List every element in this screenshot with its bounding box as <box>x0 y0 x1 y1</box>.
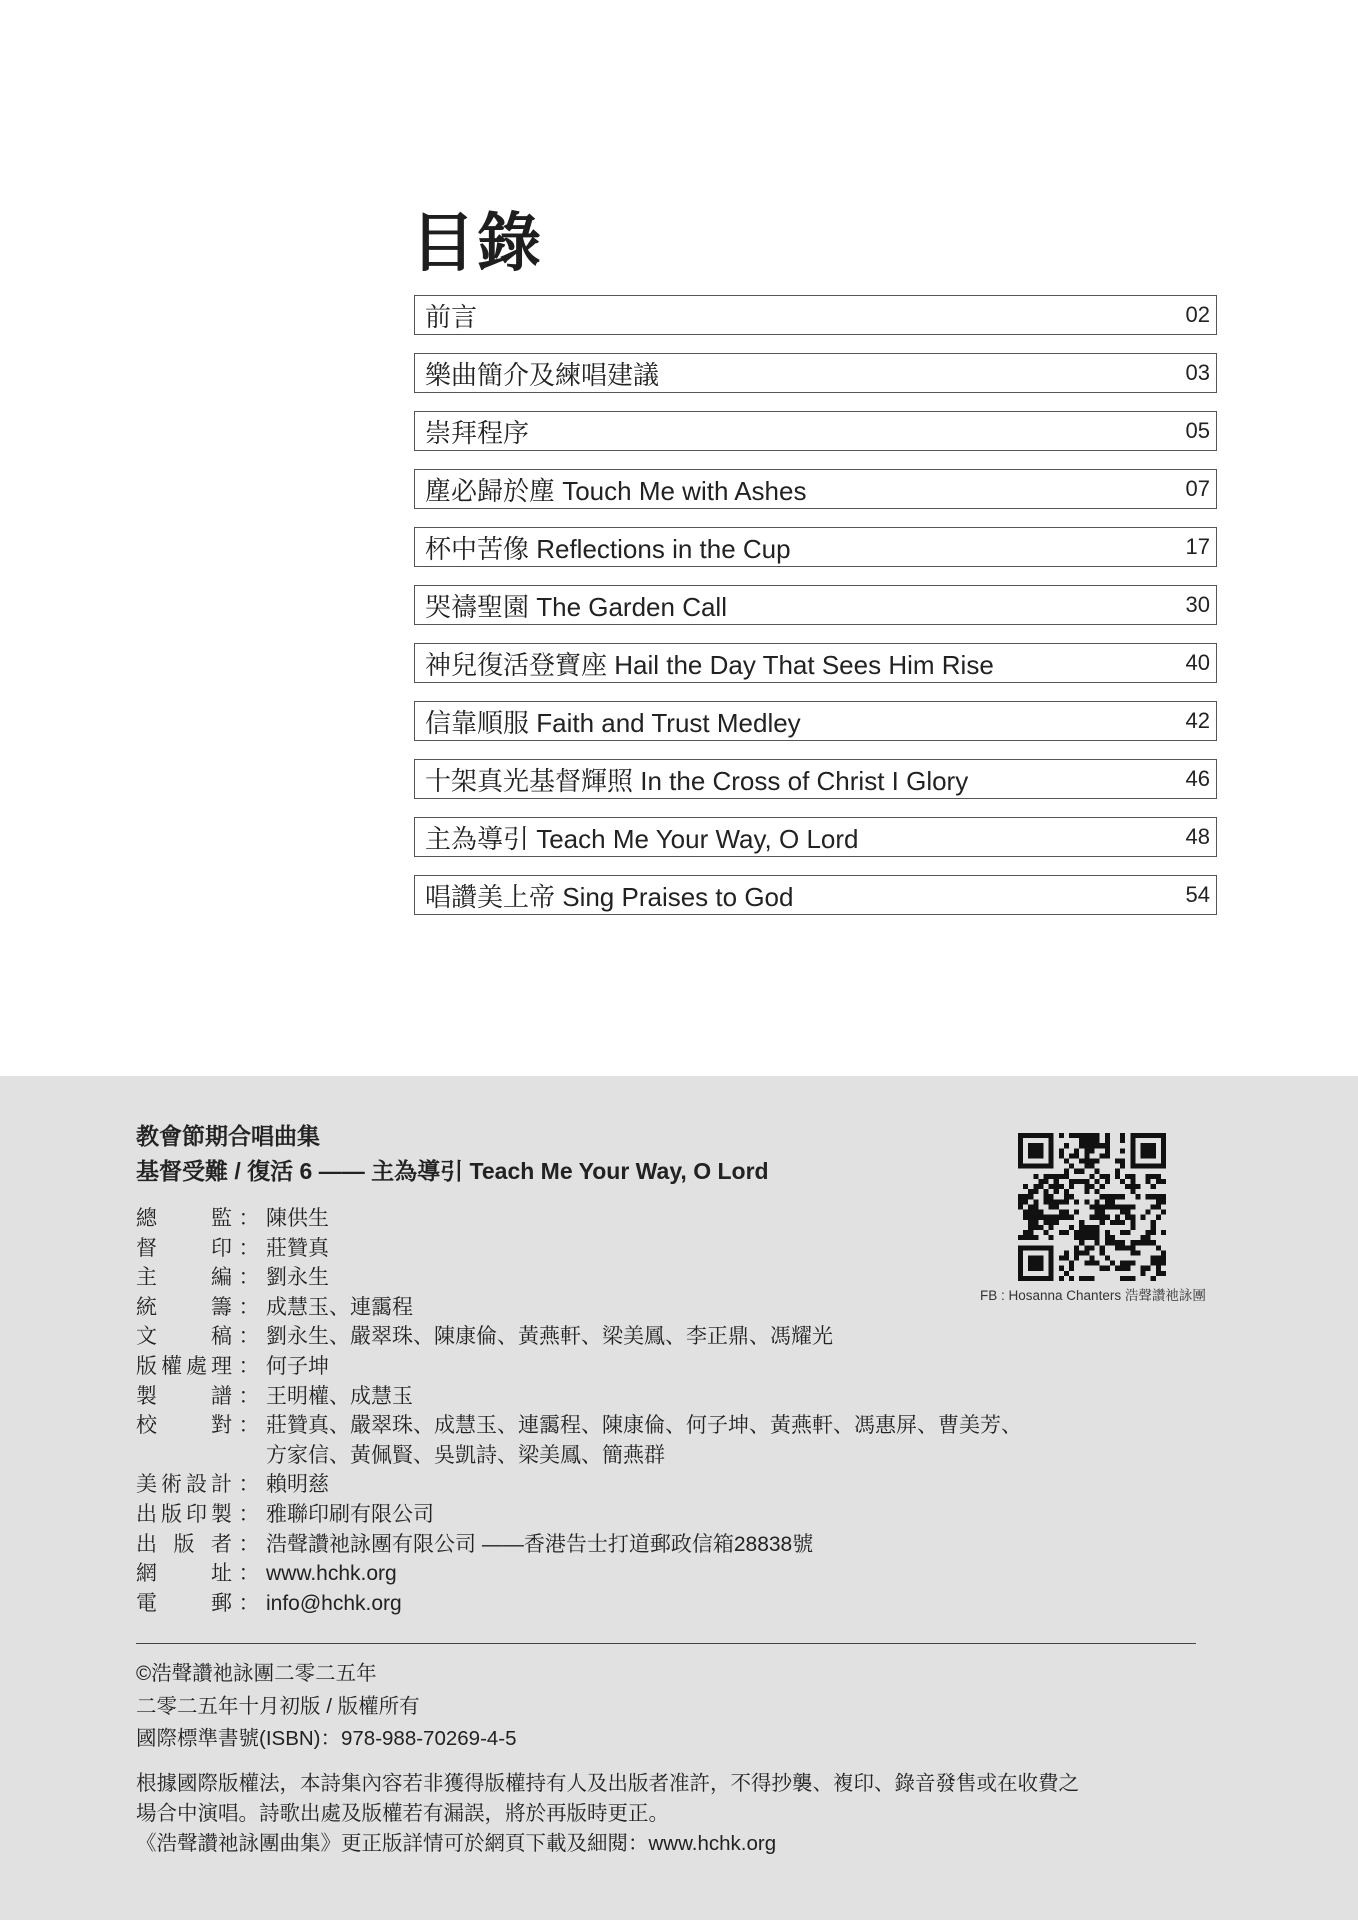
credit-separator: ： <box>238 1266 260 1290</box>
toc-entry-label: 信靠順服 Faith and Trust Medley <box>425 707 801 738</box>
toc-entry-label: 神兒復活登寶座 Hail the Day That Sees Him Rise <box>425 649 994 680</box>
toc-entry[interactable] <box>414 643 1217 683</box>
credit-separator: ： <box>238 1414 260 1438</box>
credit-row <box>136 1500 1022 1530</box>
credit-value: 成慧玉、連靄程 <box>266 1295 413 1319</box>
credit-value: 莊贊真 <box>266 1236 329 1260</box>
credit-role: 總 監 <box>136 1207 232 1230</box>
credit-role: 網 址 <box>136 1562 232 1586</box>
credit-row <box>136 1234 1022 1264</box>
credit-value: 何子坤 <box>266 1354 329 1378</box>
legal-line: 根據國際版權法，本詩集內容若非獲得版權持有人及出版者准許，不得抄襲、複印、錄音發售或在收費之 <box>136 1772 1079 1795</box>
credit-role: 文 稿 <box>136 1325 232 1349</box>
credit-role: 版 權 處 理 <box>136 1354 232 1378</box>
credit-role: 出 版 印 製 <box>136 1502 232 1526</box>
credit-separator: ： <box>238 1473 260 1497</box>
colophon-panel <box>0 1076 1358 1920</box>
credit-role: 校 對 <box>136 1414 232 1438</box>
toc-page-number: 40 <box>1185 650 1210 675</box>
toc-page-number: 03 <box>1185 360 1210 385</box>
toc-entry-label: 主為導引 Teach Me Your Way, O Lord <box>425 823 859 854</box>
credit-value: www.hchk.org <box>266 1562 397 1586</box>
credit-row <box>136 1411 1022 1470</box>
credit-separator: ： <box>238 1325 260 1349</box>
credit-row <box>136 1530 1022 1560</box>
toc-entry[interactable] <box>414 759 1217 799</box>
credit-separator: ： <box>238 1532 260 1556</box>
divider <box>136 1643 1196 1644</box>
credit-role: 電 郵 <box>136 1591 232 1615</box>
toc-page-number: 48 <box>1185 824 1210 849</box>
credit-value: 雅聯印刷有限公司 <box>266 1502 434 1526</box>
credit-separator: ： <box>238 1591 260 1615</box>
credit-row <box>136 1589 1022 1619</box>
copyright-line: ©浩聲讚祂詠團二零二五年 <box>136 1662 377 1685</box>
toc-title: 目錄 <box>411 207 543 279</box>
credit-value: 莊贊真、嚴翠珠、成慧玉、連靄程、陳康倫、何子坤、黃燕軒、馮惠屏、曹美芳、 方家信、黃佩賢、吳凱詩、梁美鳳、簡燕群 <box>266 1414 1022 1467</box>
credit-value: 賴明慈 <box>266 1473 329 1497</box>
credit-value: 王明權、成慧玉 <box>266 1384 413 1408</box>
credit-value: 浩聲讚祂詠團有限公司 ——香港告士打道郵政信箱28838號 <box>266 1532 814 1556</box>
credit-value: info@hchk.org <box>266 1591 402 1615</box>
toc-entry-label: 前言 <box>425 301 478 332</box>
toc-entry[interactable] <box>414 875 1217 915</box>
credit-row <box>136 1322 1022 1352</box>
toc-entry[interactable] <box>414 701 1217 741</box>
toc-entry[interactable] <box>414 295 1217 335</box>
credit-role: 主 編 <box>136 1266 232 1290</box>
isbn-line: 國際標準書號(ISBN)：978-988-70269-4-5 <box>136 1727 517 1750</box>
toc-entry[interactable] <box>414 585 1217 625</box>
toc-entry-label: 哭禱聖園 The Garden Call <box>425 591 727 622</box>
credit-role: 美 術 設 計 <box>136 1473 232 1497</box>
credit-row <box>136 1559 1022 1589</box>
qr-caption: FB : Hosanna Chanters 浩聲讚祂詠團 <box>980 1288 1206 1303</box>
qr-code-icon[interactable] <box>1018 1133 1166 1281</box>
credit-row <box>136 1382 1022 1412</box>
credit-row <box>136 1470 1022 1500</box>
toc-entry[interactable] <box>414 817 1217 857</box>
credit-separator: ： <box>238 1207 260 1230</box>
toc-list <box>414 295 1217 933</box>
copyright-block <box>136 1658 517 1756</box>
toc-page-number: 02 <box>1185 302 1210 327</box>
credit-value: 劉永生 <box>266 1266 329 1290</box>
toc-entry[interactable] <box>414 411 1217 451</box>
legal-line: 《浩聲讚祂詠團曲集》更正版詳情可於網頁下載及細閱：www.hchk.org <box>136 1832 777 1855</box>
credits-list <box>136 1204 1022 1618</box>
toc-entry-label: 崇拜程序 <box>425 417 530 448</box>
toc-entry-label: 塵必歸於塵 Touch Me with Ashes <box>425 475 807 506</box>
edition-line: 二零二五年十月初版 / 版權所有 <box>136 1694 420 1718</box>
credit-row <box>136 1352 1022 1382</box>
legal-line: 場合中演唱。詩歌出處及版權若有漏誤，將於再版時更正。 <box>136 1802 669 1825</box>
credit-role: 督 印 <box>136 1236 232 1260</box>
credit-value: 陳供生 <box>266 1207 329 1230</box>
credit-role: 製 譜 <box>136 1384 232 1408</box>
toc-page-number: 54 <box>1185 882 1210 907</box>
credit-separator: ： <box>238 1354 260 1378</box>
toc-page-number: 30 <box>1185 592 1210 617</box>
credit-separator: ： <box>238 1236 260 1260</box>
credit-role: 出 版 者 <box>136 1532 232 1556</box>
series-title: 教會節期合唱曲集 <box>136 1123 320 1149</box>
toc-entry-label: 杯中苦像 Reflections in the Cup <box>425 533 791 564</box>
toc-page-number: 17 <box>1185 534 1210 559</box>
toc-page-number: 05 <box>1185 418 1210 443</box>
legal-notice <box>136 1769 1079 1859</box>
credit-value: 劉永生、嚴翠珠、陳康倫、黃燕軒、梁美鳳、李正鼎、馮耀光 <box>266 1325 833 1349</box>
credit-row <box>136 1293 1022 1323</box>
toc-entry-label: 唱讚美上帝 Sing Praises to God <box>425 881 794 912</box>
credit-separator: ： <box>238 1502 260 1526</box>
toc-page-number: 07 <box>1185 476 1210 501</box>
toc-entry[interactable] <box>414 353 1217 393</box>
credit-separator: ： <box>238 1384 260 1408</box>
toc-entry[interactable] <box>414 469 1217 509</box>
credit-separator: ： <box>238 1562 260 1586</box>
toc-page-number: 42 <box>1185 708 1210 733</box>
toc-page-number: 46 <box>1185 766 1210 791</box>
credit-role: 統 籌 <box>136 1295 232 1319</box>
toc-entry[interactable] <box>414 527 1217 567</box>
credit-row <box>136 1263 1022 1293</box>
credit-separator: ： <box>238 1295 260 1319</box>
credit-row <box>136 1204 1022 1234</box>
toc-entry-label: 十架真光基督輝照 In the Cross of Christ I Glory <box>425 765 969 796</box>
book-title: 基督受難 / 復活 6 —— 主為導引 Teach Me Your Way, O Lord <box>136 1158 769 1184</box>
toc-entry-label: 樂曲簡介及練唱建議 <box>425 359 660 390</box>
